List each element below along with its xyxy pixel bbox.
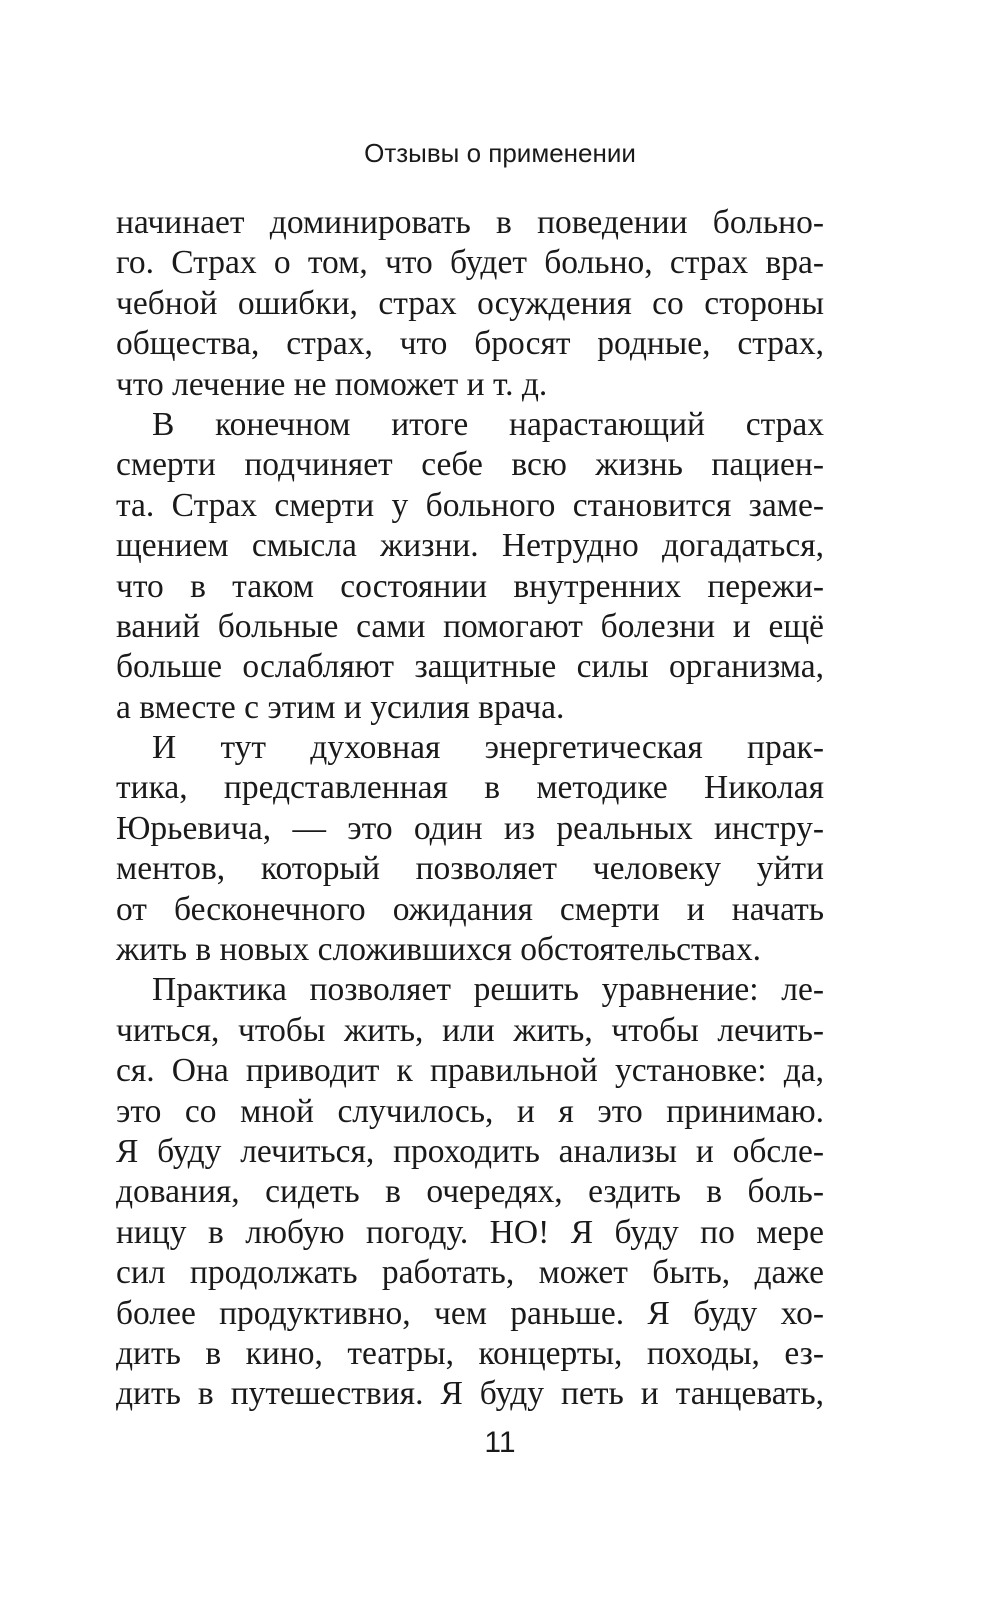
body-text <box>116 203 824 1415</box>
text-line: ся. Она приводит к правильной установке: да, <box>116 1052 824 1090</box>
text-line: общества, страх, что бросят родные, страх, <box>116 325 824 363</box>
text-line: ницу в любую погоду. НО! Я буду по мере <box>116 1213 824 1251</box>
text-line: что лечение не поможет и т. д. <box>116 365 548 403</box>
text-line: более продуктивно, чем раньше. Я буду хо- <box>116 1294 824 1332</box>
text-line: от бесконечного ожидания смерти и начать <box>116 890 824 928</box>
text-line: И тут духовная энергетическая прак- <box>152 729 824 767</box>
text-line: дования, сидеть в очередях, ездить в боль- <box>116 1173 824 1211</box>
text-line: щением смысла жизни. Нетрудно догадаться, <box>116 527 824 565</box>
text-line: Юрьевича, — это один из реальных инстру- <box>116 809 824 847</box>
page-number: 11 <box>484 1426 516 1459</box>
text-line: Практика позволяет решить уравнение: ле- <box>152 971 824 1009</box>
text-line: читься, чтобы жить, или жить, чтобы лечить- <box>116 1011 824 1049</box>
text-line: что в таком состоянии внутренних пережи- <box>116 567 824 605</box>
text-line: а вместе с этим и усилия врача. <box>116 688 565 726</box>
text-line: чебной ошибки, страх осуждения со стороны <box>116 284 824 322</box>
text-line: тика, представленная в методике Николая <box>116 769 824 807</box>
text-line: Я буду лечиться, проходить анализы и обсле- <box>116 1132 824 1170</box>
text-line: сил продолжать работать, может быть, даже <box>116 1254 824 1292</box>
text-line: дить в кино, театры, концерты, походы, ез- <box>116 1334 824 1372</box>
text-line: начинает доминировать в поведении больно- <box>116 204 824 241</box>
text-line: ментов, который позволяет человеку уйти <box>116 850 824 888</box>
text-line: дить в путешествия. Я буду петь и танцевать, <box>116 1375 824 1413</box>
text-line: это со мной случилось, и я это принимаю. <box>116 1092 824 1130</box>
text-line: та. Страх смерти у больного становится заме- <box>116 486 824 524</box>
text-line: смерти подчиняет себе всю жизнь пациен- <box>116 446 824 484</box>
text-line: ваний больные сами помогают болезни и ещё <box>116 607 824 645</box>
text-line: больше ослабляют защитные силы организма, <box>116 648 824 686</box>
text-line: В конечном итоге нарастающий страх <box>152 405 824 443</box>
text-line: жить в новых сложившихся обстоятельствах. <box>116 931 762 969</box>
text-line: го. Страх о том, что будет больно, страх вра- <box>116 244 824 282</box>
running-head-title: Отзывы о применении <box>364 138 636 168</box>
